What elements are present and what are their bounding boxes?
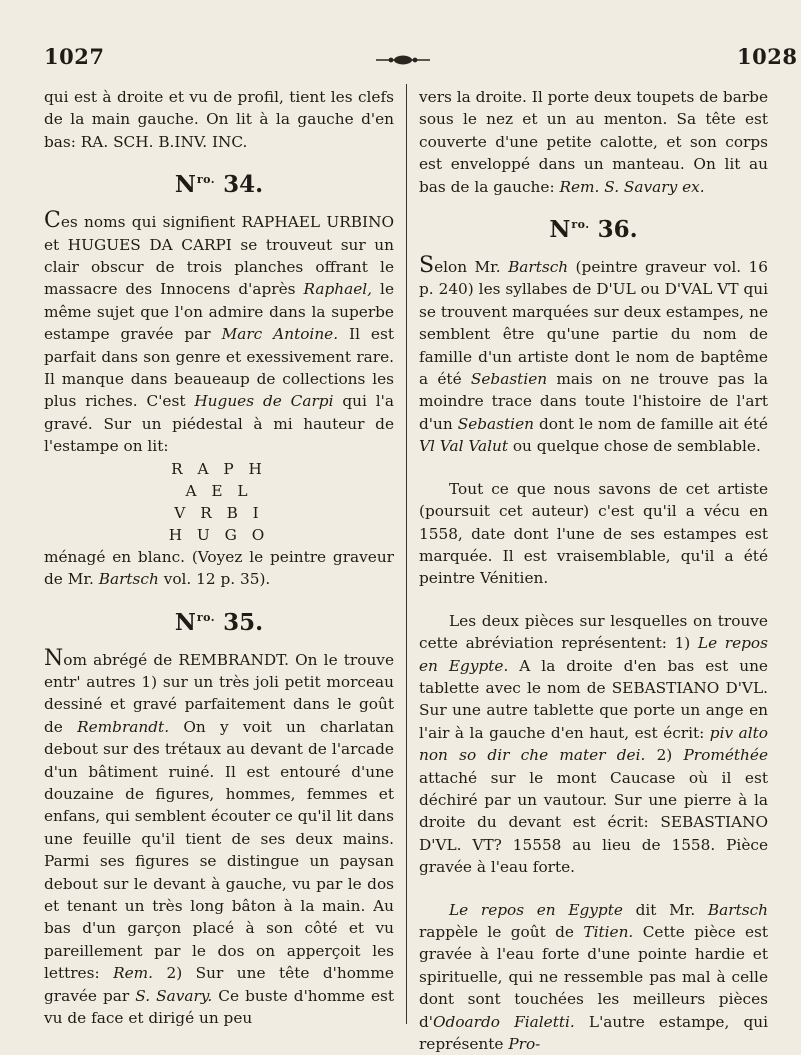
- paragraph-repos-en-egypte: Le repos en Egypte dit Mr. Bartsch rappèle le goût de Titien. Cette pièce est gravée à l'eau forte d'une pointe hardie et spirituelle, qui ne ressemble pas mal à celle dont sont touchées les meilleurs pièces d'Odoardo Fialetti. L'autre estampe, qui représente Pro-: [419, 900, 768, 1054]
- entry-35-body: Nom abrégé de REMBRANDT. On le trouve entr' autres 1) sur un très joli petit morceau dessiné et gravé parfaitement dans le goût de Rembrandt. On y voit un charlatan debout sur des trétaux au devant de l'arcade d'un bâtiment ruiné. Il est entouré d'une douzaine de figures, hommes, femmes et enfans, qui semblent écouter ce qu'il lit dans une feuille qu'il tient de ses deux mains. Parmi ses figures se distingue un paysan debout sur le devant à gauche, vu par le dos et tenant un très long bâton à la main. Au bas d'un garçon placé à son côté et vu pareillement par le dos on apperçoit les lettres: Rem. 2) Sur une tête d'homme gravée par S. Savary. Ce buste d'homme est vu de face et dirigé un peu: [44, 645, 395, 1027]
- right-intro-paragraph: vers la droite. Il porte deux toupets de barbe sous le nez et un au menton. Sa tête est couverte d'une petite calotte, et son corps est enveloppé dans un manteau. On lit au bas de la gauche: Rem. S. Savary ex.: [419, 88, 768, 196]
- decorative-rule-icon: [376, 54, 430, 66]
- paragraph-dating: Tout ce que nous savons de cet artiste (poursuit cet auteur) c'est qu'il a vécu en 1558, date dont l'une de ses estampes est marquée. Il est vraisemblable, qu'il a été peintre Vénitien.: [419, 479, 768, 588]
- inscription-block: R A P H A E L V R B I H U G O: [168, 459, 270, 544]
- column-divider: [406, 84, 407, 1024]
- left-column: [44, 86, 394, 1029]
- entry-34-heading: $N^{ro.}$ 34.: [174, 171, 264, 199]
- entry-36-body: Selon Mr. Bartsch (peintre graveur vol. 16 p. 240) les syllabes de D'UL ou D'VAL VT qui se trouvent marquées sur deux estampes, ne semblent être qu'une partie du nom de famille d'un artiste dont le nom de baptême a été Sebastien mais on ne trouve pas la moindre trace dans toute l'histoire de l'art d'un Sebastien dont le nom de famille ait été Vl Val Valut ou quelque chose de semblable.: [419, 253, 768, 456]
- entry-34-note: ménagé en blanc. (Voyez le peintre graveur de Mr. Bartsch vol. 12 p. 35).: [44, 547, 394, 589]
- page-header: [0, 44, 801, 74]
- entry-34-body: Ces noms qui signifient RAPHAEL URBINO et HUGUES DA CARPI se trouveut sur un clair obscur de trois planches offrant le massacre des Innocens d'après Raphael, le même sujet que l'on admire dans la superbe estampe gravée par Marc Antoine. Il est parfait dans son genre et exessivement rare. Il manque dans beaueaup de collections les plus riches. C'est Hugues de Carpi qui l'a gravé. Sur un piédestal à mi hauteur de l'estampe on lit:: [44, 208, 394, 456]
- paragraph-two-pieces: Les deux pièces sur lesquelles on trouve cette abréviation représentent: 1) Le repos en Egypte. A la droite d'en bas est une tablette avec le nom de SEBASTIANO D'VL. Sur une autre tablette que porte un ange en l'air à la gauche d'en haut, est écrit: piv alto non so dir che mater dei. 2) Prométhée attaché sur le mont Caucase où il est déchiré par un vautour. Sur une pierre à la droite du devant est écrit: SEBASTIANO D'VL. VT? 15558 au lieu de 1558. Pièce gravée à l'eau forte.: [419, 611, 768, 877]
- entry-35-heading: $N^{ro.}$ 35.: [174, 608, 264, 636]
- entry-36-heading: $N^{ro.}$ 36.: [549, 216, 638, 244]
- right-page-number: 1028: [737, 44, 798, 69]
- left-page-number: 1027: [44, 44, 105, 69]
- left-intro-paragraph: qui est à droite et vu de profil, tient les clefs de la main gauche. On lit à la gauche d'en bas: RA. SCH. B.INV. INC.: [44, 88, 394, 151]
- right-column: [419, 86, 768, 1055]
